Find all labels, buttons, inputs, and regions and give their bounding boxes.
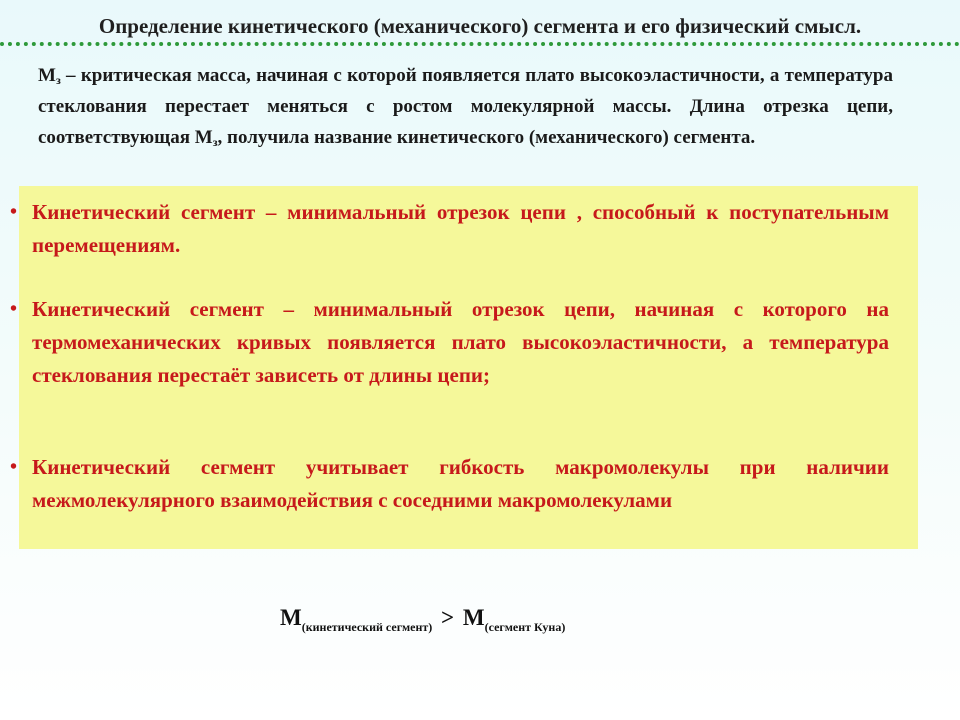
definition-item-1 bbox=[10, 196, 889, 262]
formula-left-subscript: (кинетический сегмент) bbox=[301, 620, 433, 634]
slide-title: Определение кинетического (механического) сегмента и его физический смысл. bbox=[98, 14, 862, 38]
formula-left-symbol: М bbox=[280, 605, 302, 630]
intro-symbol: М bbox=[38, 65, 56, 86]
bullet-icon: • bbox=[10, 298, 18, 320]
definition-item-3 bbox=[10, 451, 889, 517]
title-divider bbox=[0, 42, 960, 46]
definition-text-3: Кинетический сегмент учитывает гибкость макромолекулы при наличии межмолекулярного взаимодействия с соседними макромолекулами bbox=[32, 455, 889, 512]
intro-subscript-2: з bbox=[212, 135, 218, 149]
intro-text-part2: , получила название кинетического (механического) сегмента. bbox=[217, 127, 756, 148]
bullet-icon: • bbox=[10, 201, 18, 223]
definition-text-2: Кинетический сегмент – минимальный отрезок цепи, начиная с которого на термомеханических кривых появляется плато высокоэластичности, а температура стеклования перестаёт зависеть от длины цепи; bbox=[32, 297, 889, 387]
mass-comparison-formula bbox=[280, 605, 566, 634]
intro-text-part1: – критическая масса, начиная с которой появляется плато высокоэластичности, а температура стеклования перестает меняться с ростом молекулярной массы. Длина отрезка цепи, соответствующая М bbox=[38, 65, 893, 148]
definition-text-1: Кинетический сегмент – минимальный отрезок цепи , способный к поступательным перемещениям. bbox=[32, 200, 889, 257]
bullet-icon: • bbox=[10, 456, 18, 478]
intro-paragraph bbox=[38, 60, 893, 153]
formula-right-subscript: (сегмент Куна) bbox=[484, 620, 566, 634]
intro-subscript: з bbox=[55, 73, 61, 87]
formula-right-symbol: М bbox=[462, 605, 485, 630]
definition-item-2 bbox=[10, 293, 889, 392]
formula-relation: > bbox=[441, 605, 455, 630]
